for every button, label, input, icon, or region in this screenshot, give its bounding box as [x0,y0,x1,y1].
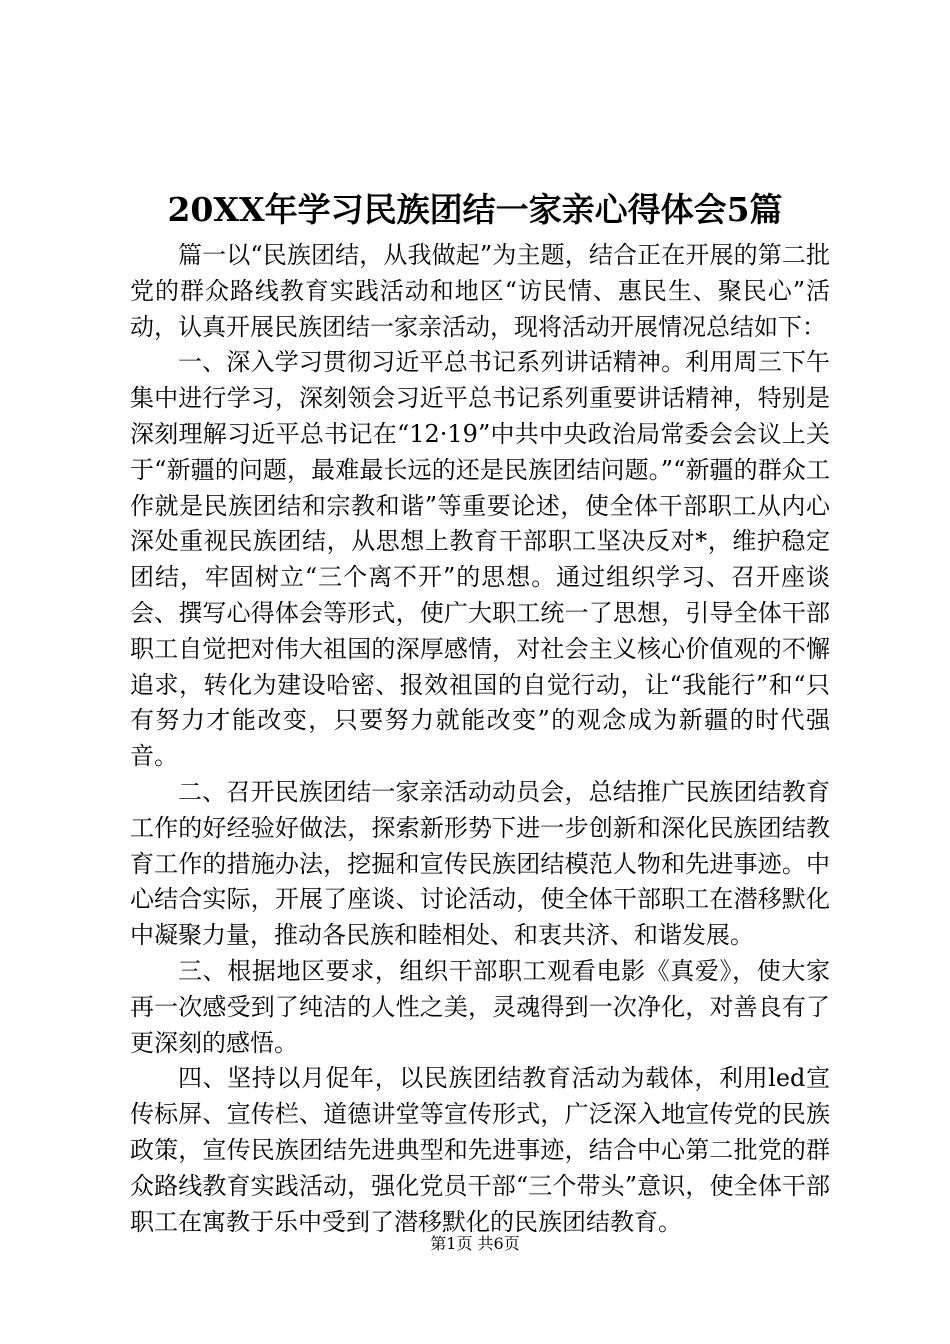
paragraph-section-4: 四、坚持以月促年，以民族团结教育活动为载体，利用led宣传标屏、宣传栏、道德讲堂等宣传形式，广泛深入地宣传党的民族政策，宣传民族团结先进典型和先进事迹，结合中心第二批党的群众路线教育实践活动，强化党员干部“三个带头”意识，使全体干部职工在寓教于乐中受到了潜移默化的民族团结教育。 [130,1064,830,1236]
document-body [130,238,830,1240]
paragraph-section-1: 一、深入学习贯彻习近平总书记系列讲话精神。利用周三下午集中进行学习，深刻领会习近平总书记系列重要讲话精神，特别是深刻理解习近平总书记在“12·19”中共中央政治局常委会会议上关于“新疆的问题，最难最长远的还是民族团结问题。”“新疆的群众工作就是民族团结和宗教和谐”等重要论述，使全体干部职工从内心深处重视民族团结，从思想上教育干部职工坚决反对*，维护稳定团结，牢固树立“三个离不开”的思想。通过组织学习、召开座谈会、撰写心得体会等形式，使广大职工统一了思想，引导全体干部职工自觉把对伟大祖国的深厚感情，对社会主义核心价值观的不懈追求，转化为建设哈密、报效祖国的自觉行动，让“我能行”和“只有努力才能改变，只要努力就能改变”的观念成为新疆的时代强音。 [130,348,830,771]
paragraph-section-3: 三、根据地区要求，组织干部职工观看电影《真爱》，使大家再一次感受到了纯洁的人性之美，灵魂得到一次净化，对善良有了更深刻的感悟。 [130,956,830,1057]
page-number-footer: 第1页 共6页 [430,1234,520,1253]
document-title: 20XX年学习民族团结一家亲心得体会5篇 [167,190,783,229]
paragraph-section-2: 二、召开民族团结一家亲活动动员会，总结推广民族团结教育工作的好经验好做法，探索新形势下进一步创新和深化民族团结教育工作的措施办法，挖掘和宣传民族团结模范人物和先进事迹。中心结合实际，开展了座谈、讨论活动，使全体干部职工在潜移默化中凝聚力量，推动各民族和睦相处、和衷共济、和谐发展。 [130,777,830,950]
paragraph-intro: 篇一以“民族团结，从我做起”为主题，结合正在开展的第二批党的群众路线教育实践活动和地区“访民情、惠民生、聚民心”活动，认真开展民族团结一家亲活动，现将活动开展情况总结如下： [130,241,830,341]
